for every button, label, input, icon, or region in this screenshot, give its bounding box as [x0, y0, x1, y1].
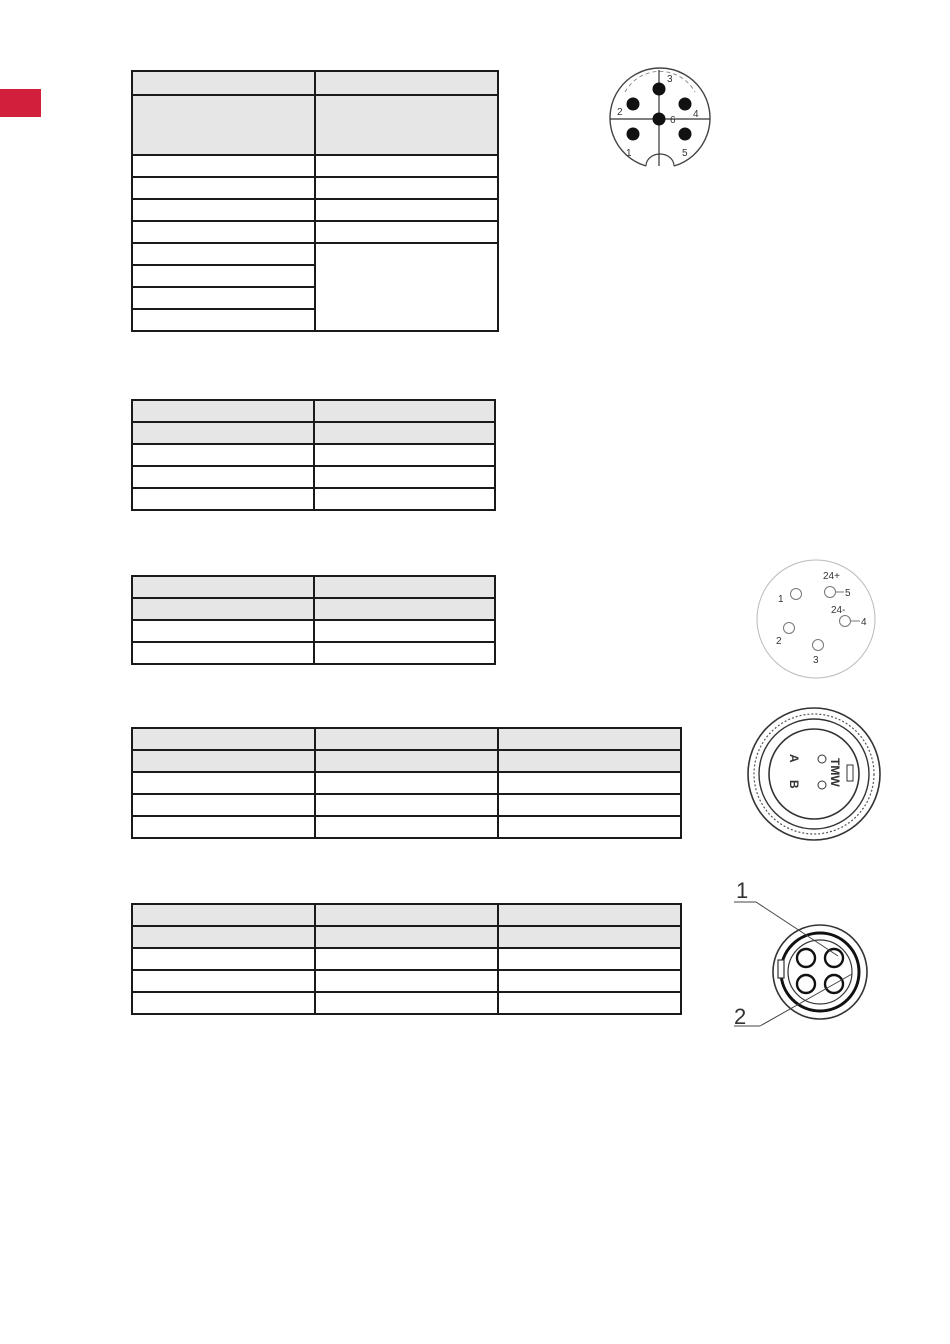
section-tab-marker: [0, 89, 41, 117]
table-row: [132, 444, 495, 466]
table-header-row: [132, 904, 681, 926]
connector-ab-diagram: [744, 707, 884, 843]
pin-label: 4: [693, 109, 699, 120]
table-row: [132, 199, 498, 221]
pin-label: 6: [670, 115, 676, 126]
table-row: [132, 620, 495, 642]
pin-table-2: [131, 399, 496, 511]
callout-label: 1: [736, 878, 749, 903]
table-header-row: [132, 728, 681, 750]
pin-label: 2: [617, 107, 623, 118]
pin-label: A: [787, 754, 801, 763]
table-row: [132, 948, 681, 970]
table-row: [132, 816, 681, 838]
table-row: [132, 992, 681, 1014]
pin-annotation: 24-: [831, 605, 846, 616]
brand-mark: TMW: [828, 758, 842, 787]
table-row: [132, 772, 681, 794]
pin-label: 1: [626, 148, 632, 159]
table-row: [132, 466, 495, 488]
table-row: [132, 155, 498, 177]
pin-table-4: [131, 727, 682, 839]
table-row: [132, 221, 498, 243]
table-header-row: [132, 576, 495, 598]
callout-label: 2: [734, 1004, 747, 1029]
pin-label: 4: [861, 617, 867, 628]
pin-label: 5: [845, 588, 851, 599]
table-row: [132, 926, 681, 948]
connector-5pin-diagram: [748, 557, 884, 683]
table-row: [132, 598, 495, 620]
table-row: [132, 750, 681, 772]
connector-6pin-diagram: [600, 62, 720, 174]
pin-label: 1: [778, 594, 784, 605]
table-row: [132, 177, 498, 199]
table-row: [132, 642, 495, 664]
pin-label: 3: [813, 655, 819, 666]
table-row: [132, 488, 495, 510]
pin-label: 2: [776, 636, 782, 647]
pin-table-1: [131, 70, 499, 332]
table-header-row: [132, 71, 498, 95]
merged-cell: [315, 243, 498, 331]
table-row: [132, 95, 498, 155]
connector-4pin-diagram: [730, 876, 890, 1036]
pin-label: 5: [682, 148, 688, 159]
table-header-row: [132, 400, 495, 422]
table-row: [132, 970, 681, 992]
table-row: [132, 794, 681, 816]
pin-label: 3: [667, 74, 673, 85]
table-row: [132, 422, 495, 444]
pin-table-3: [131, 575, 496, 665]
table-row: [132, 243, 498, 265]
pin-annotation: 24+: [823, 571, 840, 582]
pin-label: B: [787, 780, 801, 789]
pin-table-5: [131, 903, 682, 1015]
